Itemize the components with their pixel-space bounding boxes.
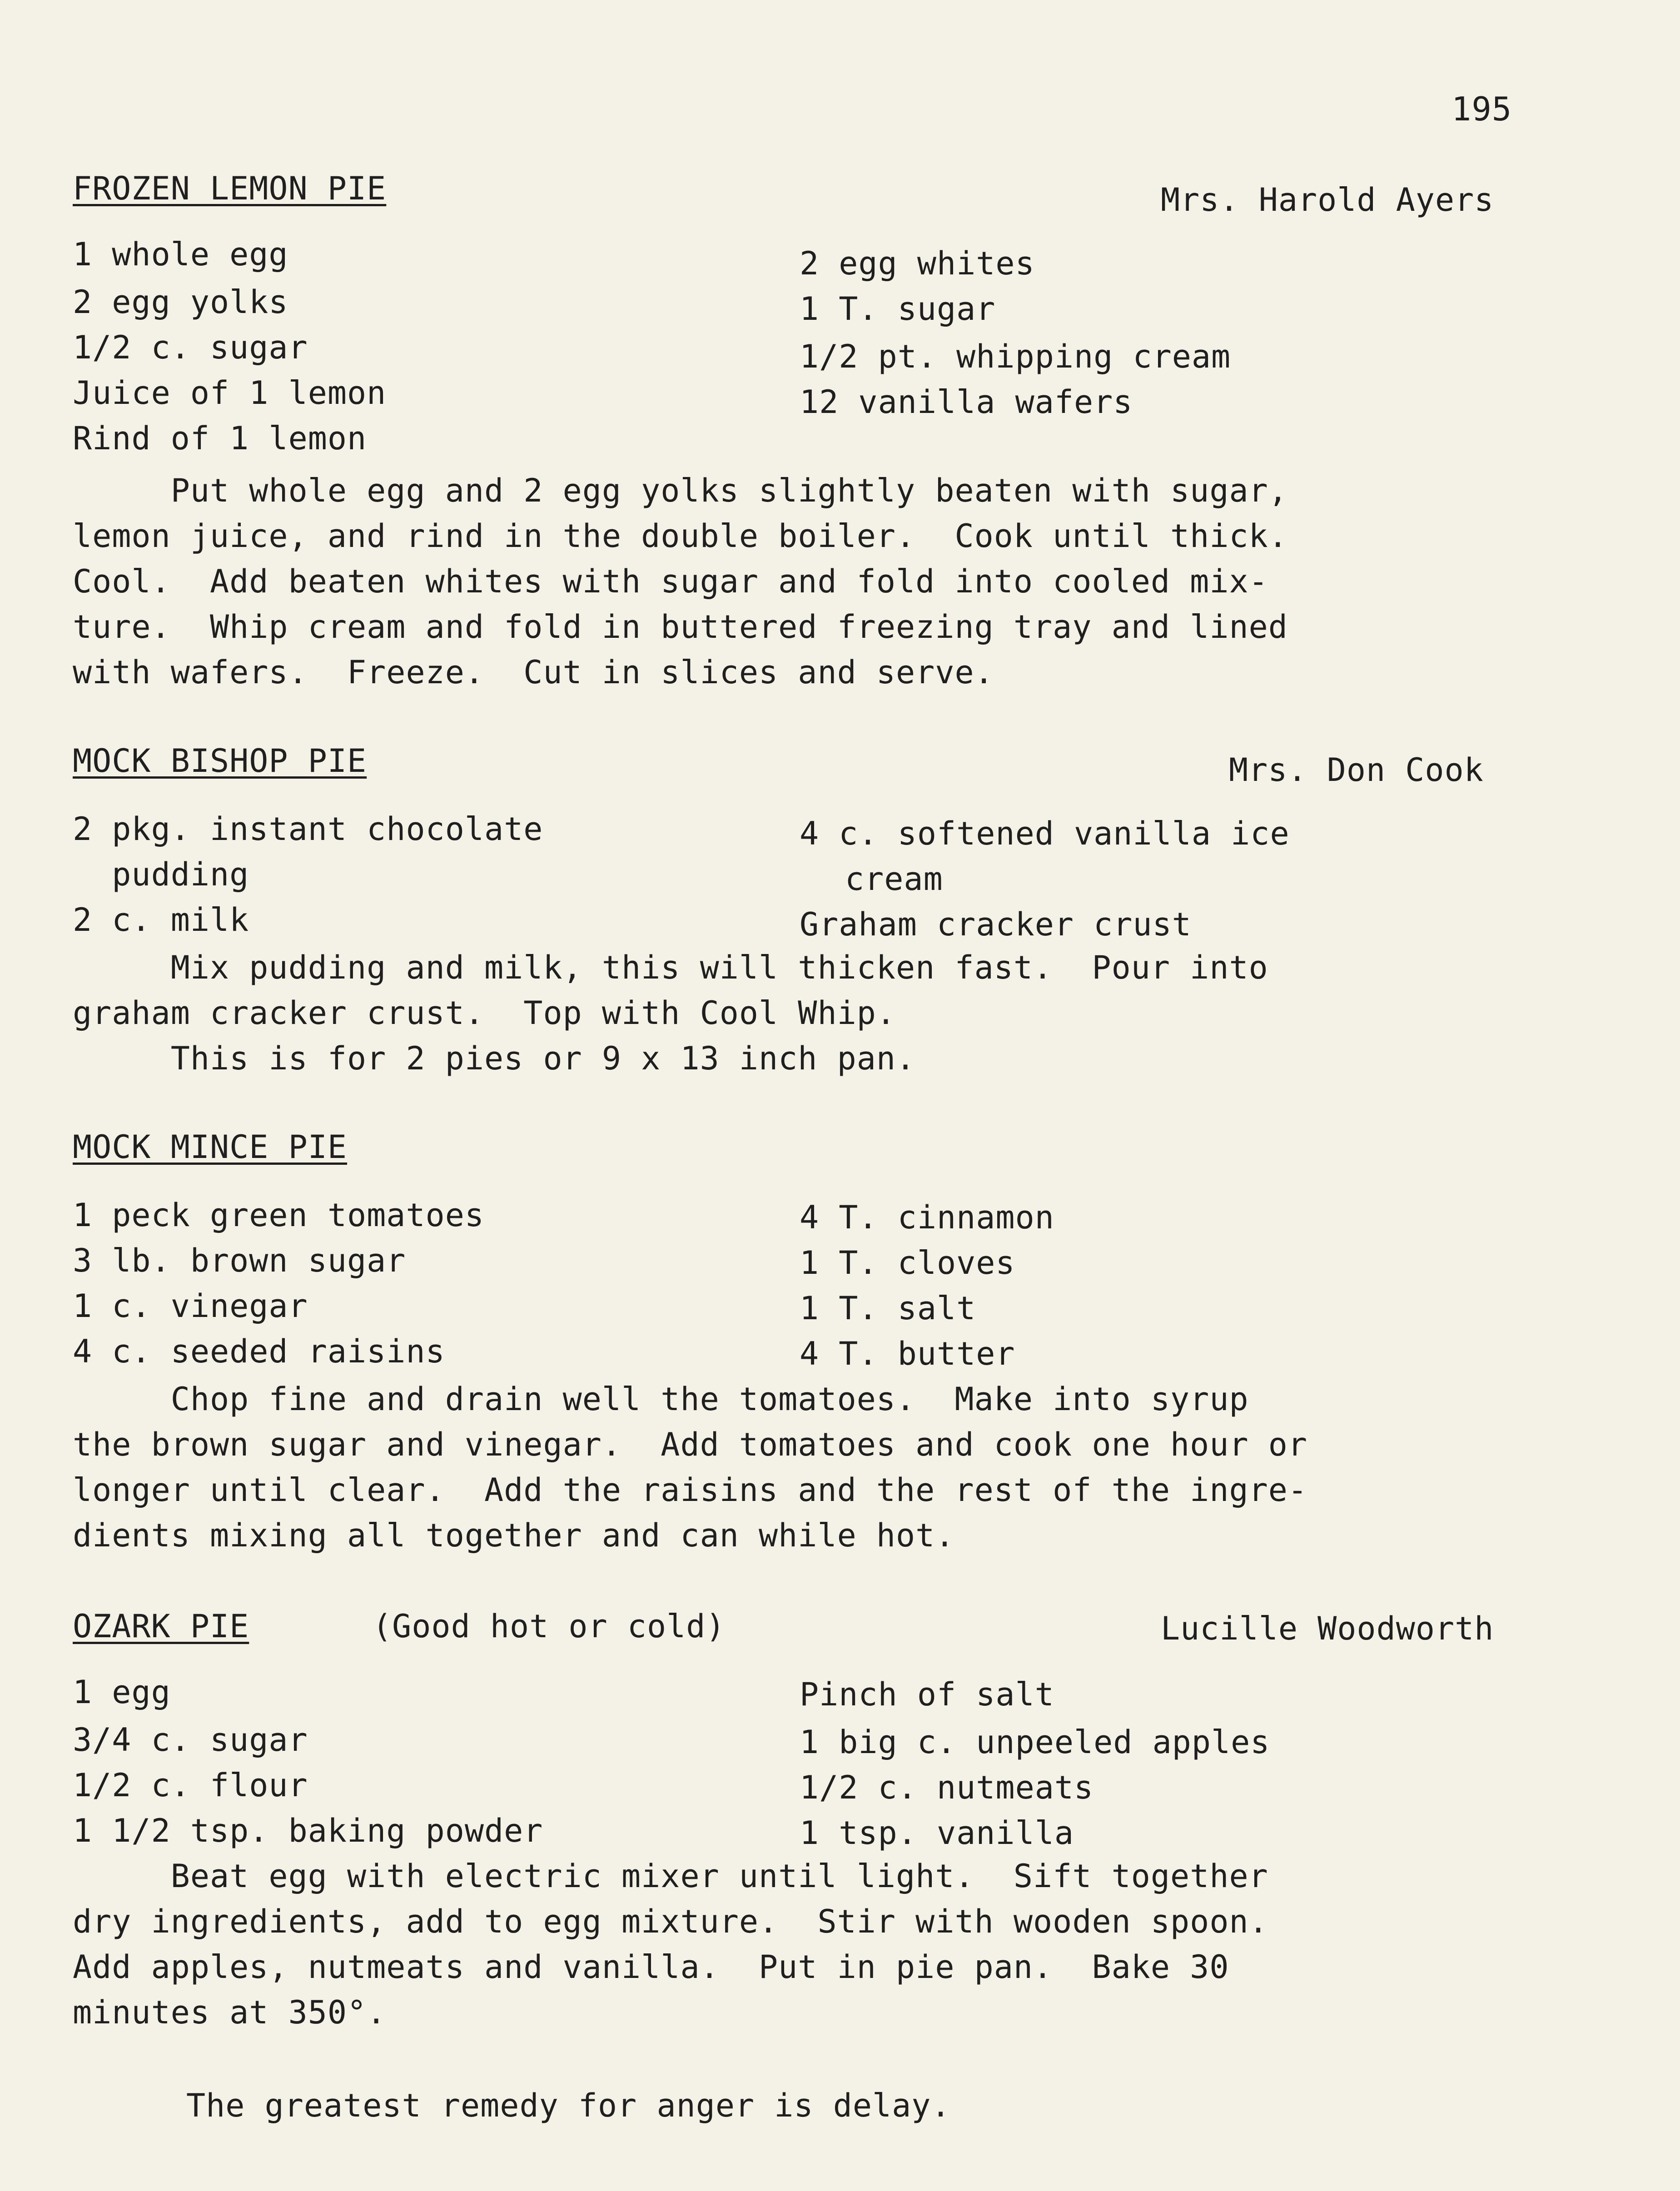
ingredient: pudding (73, 856, 249, 893)
direction-line: Cool. Add beaten whites with sugar and fold into cooled mix- (73, 563, 1268, 600)
direction-line: Beat egg with electric mixer until light. Sift together (73, 1858, 1268, 1895)
recipe-note-ozark: (Good hot or cold) (373, 1608, 726, 1645)
ingredient: 3/4 c. sugar (73, 1721, 308, 1759)
ingredient: 4 T. cinnamon (800, 1199, 1054, 1236)
direction-line: minutes at 350°. (73, 1994, 387, 2031)
ingredient: 1/2 c. nutmeats (800, 1769, 1094, 1806)
ingredient: 3 lb. brown sugar (73, 1242, 406, 1279)
ingredient: 1 big c. unpeeled apples (800, 1724, 1270, 1761)
ingredient: 1 egg (73, 1674, 171, 1711)
direction-line: the brown sugar and vinegar. Add tomatoes and cook one hour or (73, 1426, 1308, 1463)
recipe-title-mock-mince: MOCK MINCE PIE (73, 1128, 348, 1166)
ingredient: Graham cracker crust (800, 906, 1192, 943)
ingredient: 1 T. salt (800, 1290, 976, 1327)
closing-quote: The greatest remedy for anger is delay. (186, 2087, 951, 2124)
ingredient: 1/2 c. sugar (73, 329, 308, 366)
ingredient: 1/2 pt. whipping cream (800, 338, 1231, 375)
ingredient: Pinch of salt (800, 1676, 1054, 1713)
direction-line: Mix pudding and milk, this will thicken fast. Pour into (73, 949, 1268, 986)
ingredient: Rind of 1 lemon (73, 420, 367, 457)
ingredient: 4 c. softened vanilla ice (800, 815, 1290, 852)
ingredient: 4 T. butter (800, 1335, 1015, 1372)
ingredient: 4 c. seeded raisins (73, 1333, 445, 1370)
direction-line: dients mixing all together and can while hot. (73, 1517, 955, 1554)
ingredient: 1 whole egg (73, 236, 288, 273)
direction-line: ture. Whip cream and fold in buttered freezing tray and lined (73, 608, 1288, 646)
direction-line: with wafers. Freeze. Cut in slices and serve. (73, 654, 994, 691)
recipe-author-ozark: Lucille Woodworth (1161, 1610, 1494, 1647)
ingredient: 1 peck green tomatoes (73, 1197, 485, 1234)
recipe-author-frozen-lemon: Mrs. Harold Ayers (1161, 181, 1494, 219)
direction-line: Put whole egg and 2 egg yolks slightly beaten with sugar, (73, 472, 1288, 509)
ingredient: 1 tsp. vanilla (800, 1814, 1074, 1852)
ingredient: 1 1/2 tsp. baking powder (73, 1812, 543, 1849)
page-number: 195 (1451, 90, 1512, 128)
recipe-title-ozark: OZARK PIE (73, 1608, 249, 1645)
ingredient: 1 T. cloves (800, 1244, 1015, 1282)
ingredient: 2 egg whites (800, 245, 1035, 282)
direction-line: Add apples, nutmeats and vanilla. Put in pie pan. Bake 30 (73, 1948, 1229, 1986)
ingredient: 1 T. sugar (800, 290, 996, 328)
recipe-title-frozen-lemon: FROZEN LEMON PIE (73, 170, 387, 207)
recipe-title-mock-bishop: MOCK BISHOP PIE (73, 742, 367, 780)
direction-line: dry ingredients, add to egg mixture. Stir with wooden spoon. (73, 1903, 1268, 1940)
direction-line: lemon juice, and rind in the double boiler. Cook until thick. (73, 517, 1288, 555)
direction-line: Chop fine and drain well the tomatoes. Make into syrup (73, 1381, 1249, 1418)
ingredient: 12 vanilla wafers (800, 383, 1133, 421)
ingredient: 2 egg yolks (73, 283, 288, 321)
ingredient: cream (845, 860, 943, 898)
ingredient: 1 c. vinegar (73, 1287, 308, 1325)
direction-line: graham cracker crust. Top with Cool Whip. (73, 994, 896, 1032)
direction-line: This is for 2 pies or 9 x 13 inch pan. (73, 1040, 916, 1077)
ingredient: 2 c. milk (73, 901, 249, 939)
ingredient: 2 pkg. instant chocolate (73, 810, 543, 848)
recipe-author-mock-bishop: Mrs. Don Cook (1229, 751, 1484, 789)
direction-line: longer until clear. Add the raisins and the rest of the ingre- (73, 1471, 1308, 1509)
ingredient: 1/2 c. flour (73, 1767, 308, 1804)
ingredient: Juice of 1 lemon (73, 374, 387, 412)
